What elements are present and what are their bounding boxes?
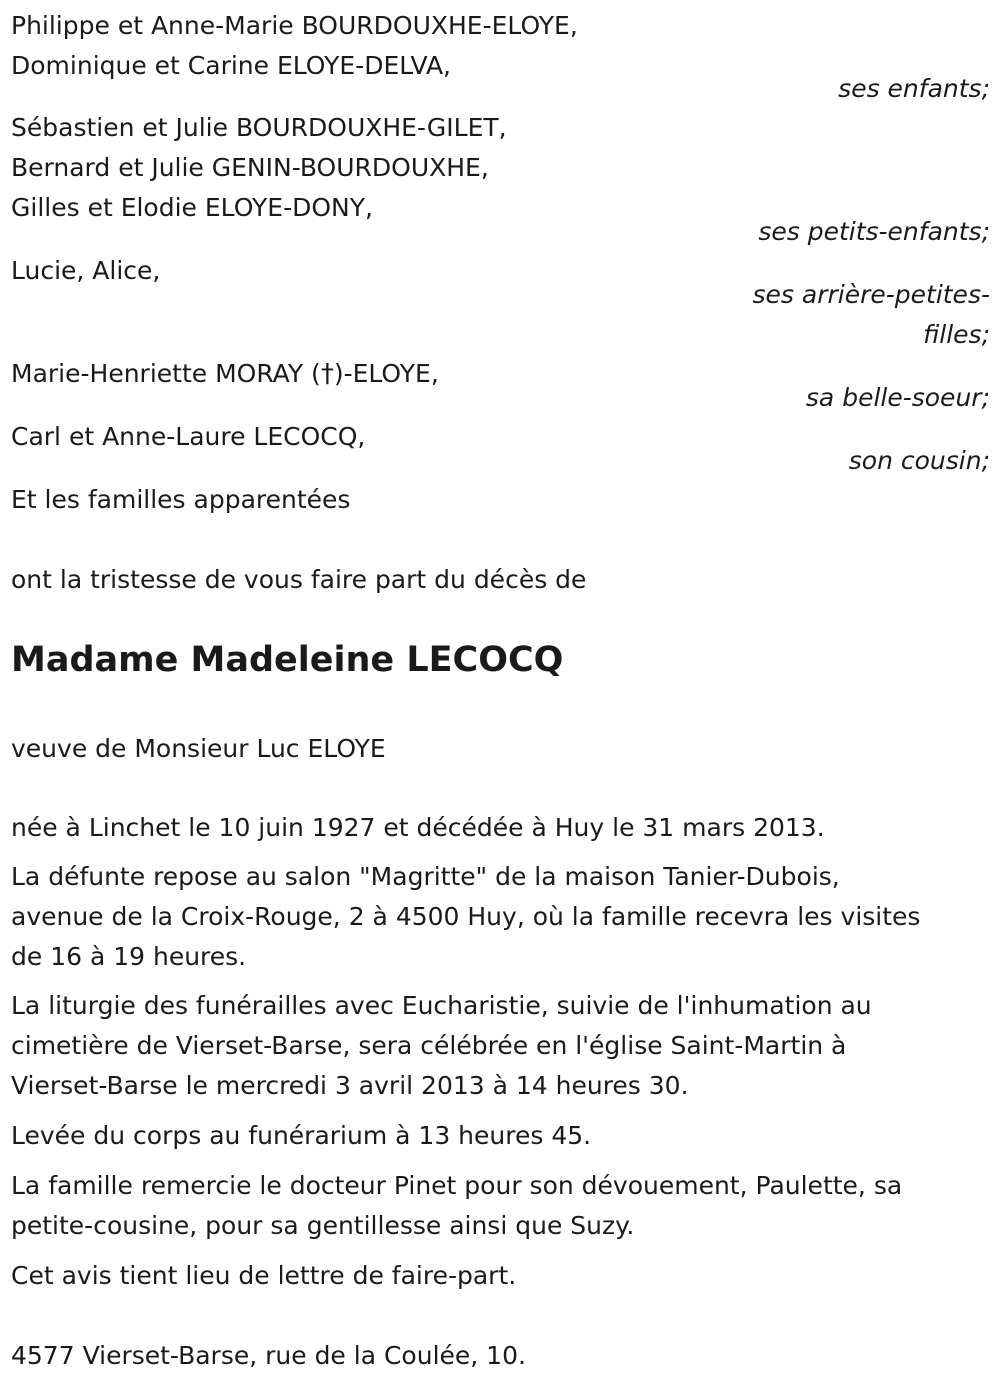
rest-line-2: avenue de la Croix-Rouge, 2 à 4500 Huy, où la famille recevra les visites xyxy=(11,902,921,931)
announcement-line: ont la tristesse de vous faire part du décès de xyxy=(11,565,587,594)
birth-death-line: née à Linchet le 10 juin 1927 et décédée à Huy le 31 mars 2013. xyxy=(11,813,825,842)
liturgy-line-2: cimetière de Vierset-Barse, sera célébrée en l'église Saint-Martin à xyxy=(11,1031,847,1060)
sister-in-law-name xyxy=(11,354,439,394)
great-grandchildren-role-line-1: ses arrière-petites- xyxy=(752,280,990,309)
children-role: ses enfants; xyxy=(838,74,990,103)
sister-in-law-role: sa belle-soeur; xyxy=(805,383,990,412)
grandchildren-name-2: Bernard et Julie GENIN-BOURDOUXHE, xyxy=(11,153,489,182)
families-line: Et les familles apparentées xyxy=(11,485,351,514)
great-grandchildren-role-line-2: filles; xyxy=(923,320,990,349)
address-line: 4577 Vierset-Barse, rue de la Coulée, 10. xyxy=(11,1341,526,1370)
sister-in-law-name-prefix: Marie-Henriette MORAY ( xyxy=(11,359,321,388)
grandchildren-name-1: Sébastien et Julie BOURDOUXHE-GILET, xyxy=(11,113,507,142)
children-name-2: Dominique et Carine ELOYE-DELVA, xyxy=(11,51,451,80)
sister-in-law-name-suffix: )-ELOYE, xyxy=(333,359,439,388)
notice-line: Cet avis tient lieu de lettre de faire-part. xyxy=(11,1261,517,1290)
widow-of-line: veuve de Monsieur Luc ELOYE xyxy=(11,734,386,763)
deceased-name: Madame Madeleine LECOCQ xyxy=(11,640,564,680)
rest-line-3: de 16 à 19 heures. xyxy=(11,942,247,971)
cousin-name: Carl et Anne-Laure LECOCQ, xyxy=(11,422,366,451)
liturgy-line-1: La liturgie des funérailles avec Eucharistie, suivie de l'inhumation au xyxy=(11,991,872,1020)
grandchildren-name-3: Gilles et Elodie ELOYE-DONY, xyxy=(11,193,373,222)
rest-line-1: La défunte repose au salon "Magritte" de la maison Tanier-Dubois, xyxy=(11,862,840,891)
cousin-role: son cousin; xyxy=(848,446,990,475)
cross-icon: † xyxy=(320,359,334,389)
liturgy-line-3: Vierset-Barse le mercredi 3 avril 2013 à 14 heures 30. xyxy=(11,1071,689,1100)
grandchildren-role: ses petits-enfants; xyxy=(758,217,990,246)
thanks-line-2: petite-cousine, pour sa gentillesse ainsi que Suzy. xyxy=(11,1211,635,1240)
levee-line: Levée du corps au funérarium à 13 heures 45. xyxy=(11,1121,592,1150)
thanks-line-1: La famille remercie le docteur Pinet pour son dévouement, Paulette, sa xyxy=(11,1171,903,1200)
children-name-1: Philippe et Anne-Marie BOURDOUXHE-ELOYE, xyxy=(11,11,578,40)
great-grandchildren-names: Lucie, Alice, xyxy=(11,256,161,285)
